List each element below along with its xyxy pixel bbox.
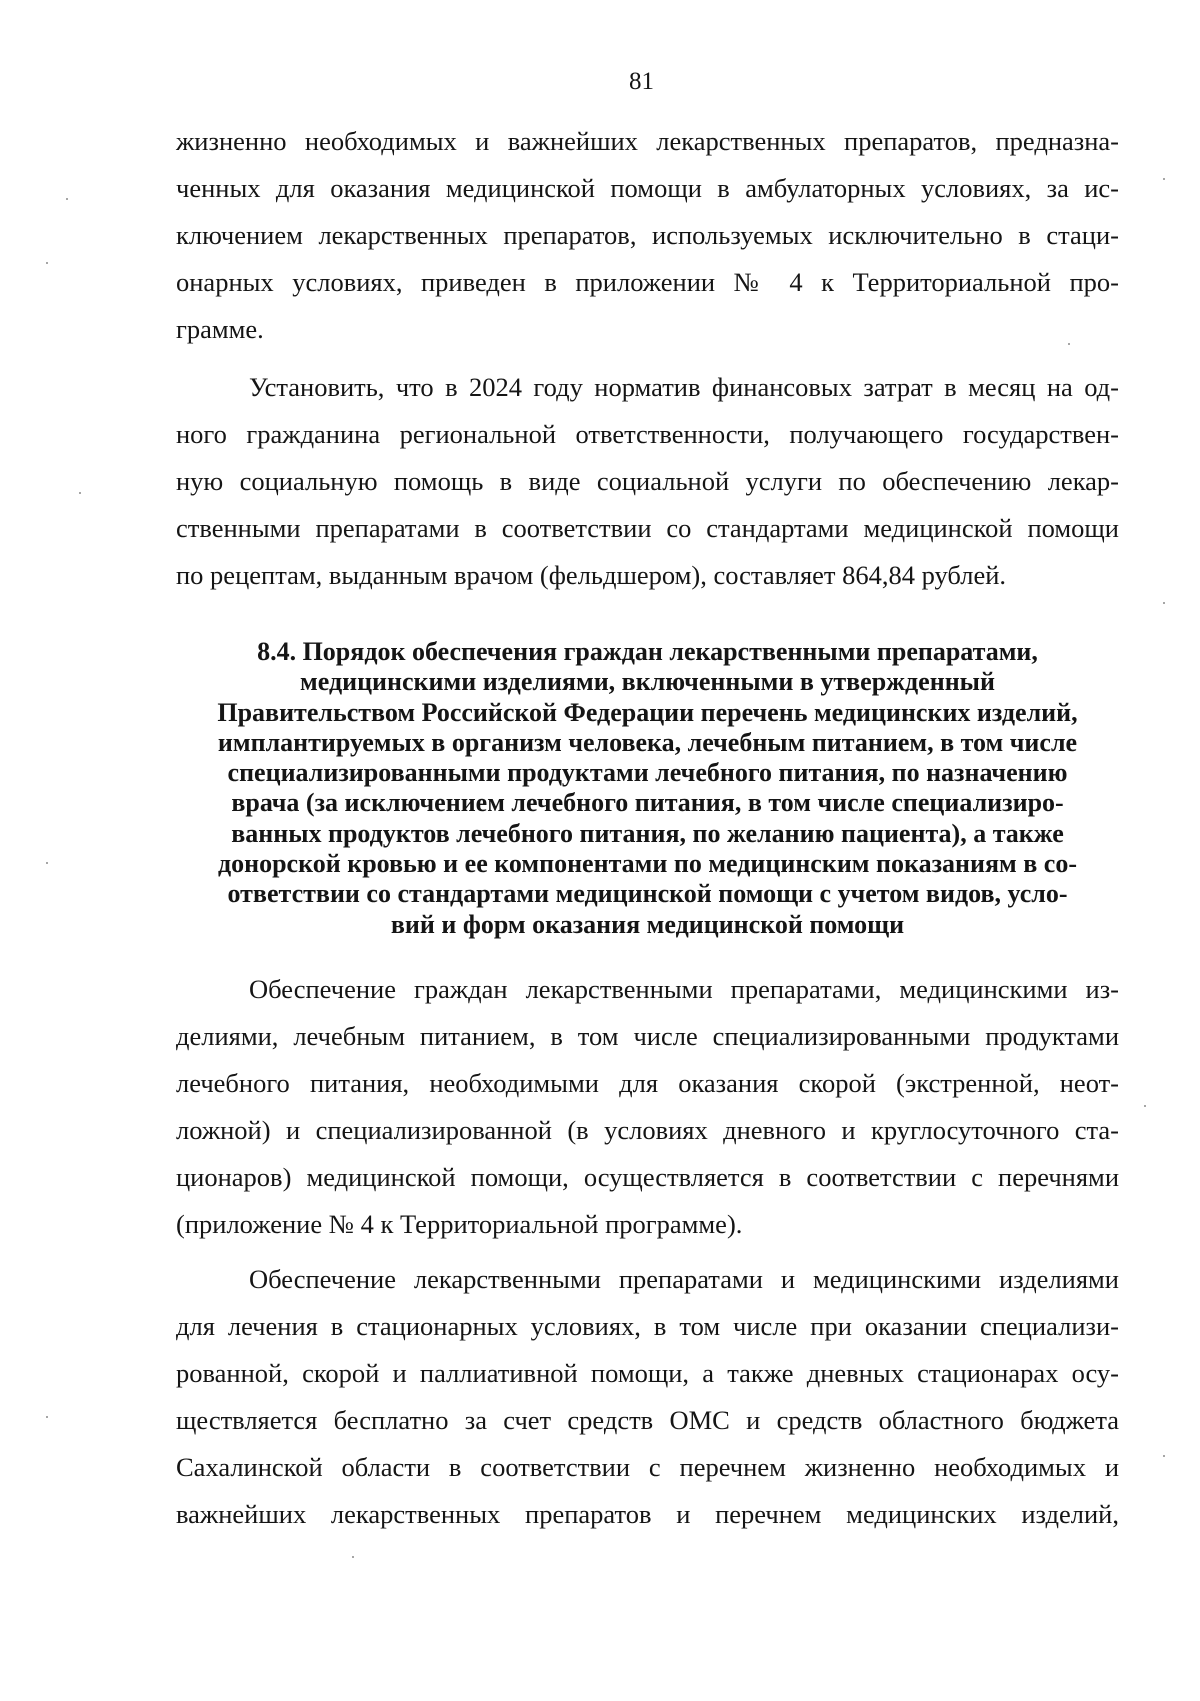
heading-line: медицинскими изделиями, включенными в утвержденный: [300, 667, 995, 697]
text-line: важнейших лекарственных препаратов и перечнем медицинских изделий,: [176, 1499, 1119, 1529]
paragraph-1: [176, 118, 1119, 353]
text-line: Обеспечение граждан лекарственными препаратами, медицинскими из-: [249, 974, 1119, 1004]
text-line: ченных для оказания медицинской помощи в амбулаторных условиях, за ис-: [176, 173, 1119, 203]
heading-line: 8.4. Порядок обеспечения граждан лекарственными препаратами,: [257, 637, 1038, 666]
heading-line: специализированными продуктами лечебного питания, по назначению: [227, 758, 1068, 788]
text-line: онарных условиях, приведен в приложении № 4 к Территориальной про-: [176, 267, 1119, 297]
scan-speck: [1163, 1455, 1165, 1457]
page-number: 81: [629, 68, 654, 95]
heading-line: врача (за исключением лечебного питания, в том числе специализиро-: [231, 788, 1064, 818]
section-heading: [176, 637, 1119, 940]
heading-line: имплантируемых в организм человека, лечебным питанием, в том числе: [217, 727, 1078, 757]
text-line: ственными препаратами в соответствии со стандартами медицинской помощи: [176, 513, 1119, 543]
text-line: ложной) и специализированной (в условиях дневного и круглосуточного ста-: [176, 1115, 1119, 1145]
text-line: делиями, лечебным питанием, в том числе специализированными продуктами: [176, 1021, 1119, 1051]
text-line: (приложение № 4 к Территориальной программе).: [176, 1209, 743, 1239]
scan-speck: [79, 492, 81, 494]
scan-speck: [1144, 1105, 1146, 1107]
text-line: ществляется бесплатно за счет средств ОМС и средств областного бюджета: [176, 1405, 1119, 1435]
heading-line: ванных продуктов лечебного питания, по желанию пациента), а также: [231, 818, 1064, 848]
text-line: рованной, скорой и паллиативной помощи, а также дневных стационарах осу-: [176, 1358, 1119, 1388]
text-line: Установить, что в 2024 году норматив финансовых затрат в месяц на од-: [249, 372, 1119, 402]
scan-speck: [46, 262, 48, 264]
heading-line: ответствии со стандартами медицинской помощи с учетом видов, усло-: [227, 879, 1068, 909]
scan-speck: [1163, 178, 1165, 180]
scan-speck: [46, 862, 48, 864]
text-line: Обеспечение лекарственными препаратами и медицинскими изделиями: [249, 1264, 1119, 1294]
scan-speck: [46, 1416, 48, 1418]
paragraph-2: [176, 364, 1119, 599]
text-line: грамме.: [176, 314, 264, 344]
scan-speck: [1163, 602, 1165, 604]
scan-speck: [66, 198, 68, 200]
text-line: по рецептам, выданным врачом (фельдшером), составляет 864,84 рублей.: [176, 560, 1007, 590]
text-line: лечебного питания, необходимыми для оказания скорой (экстренной, неот-: [176, 1068, 1119, 1098]
text-line: ного гражданина региональной ответственности, получающего государствен-: [176, 419, 1119, 449]
heading-line: донорской кровью и ее компонентами по медицинским показаниям в со-: [217, 849, 1078, 879]
paragraph-4: [176, 1256, 1119, 1538]
heading-line: Правительством Российской Федерации перечень медицинских изделий,: [217, 697, 1078, 727]
scan-speck: [352, 1556, 354, 1558]
text-line: ционаров) медицинской помощи, осуществляется в соответствии с перечнями: [176, 1162, 1119, 1192]
heading-line: вий и форм оказания медицинской помощи: [390, 909, 905, 939]
text-line: ключением лекарственных препаратов, используемых исключительно в стаци-: [176, 220, 1119, 250]
paragraph-3: [176, 966, 1119, 1248]
text-line: ную социальную помощь в виде социальной услуги по обеспечению лекар-: [176, 466, 1119, 496]
scan-speck: [1068, 343, 1070, 345]
text-line: Сахалинской области в соответствии с перечнем жизненно необходимых и: [176, 1452, 1119, 1482]
text-line: жизненно необходимых и важнейших лекарственных препаратов, предназна-: [176, 126, 1119, 156]
text-line: для лечения в стационарных условиях, в том числе при оказании специализи-: [176, 1311, 1119, 1341]
